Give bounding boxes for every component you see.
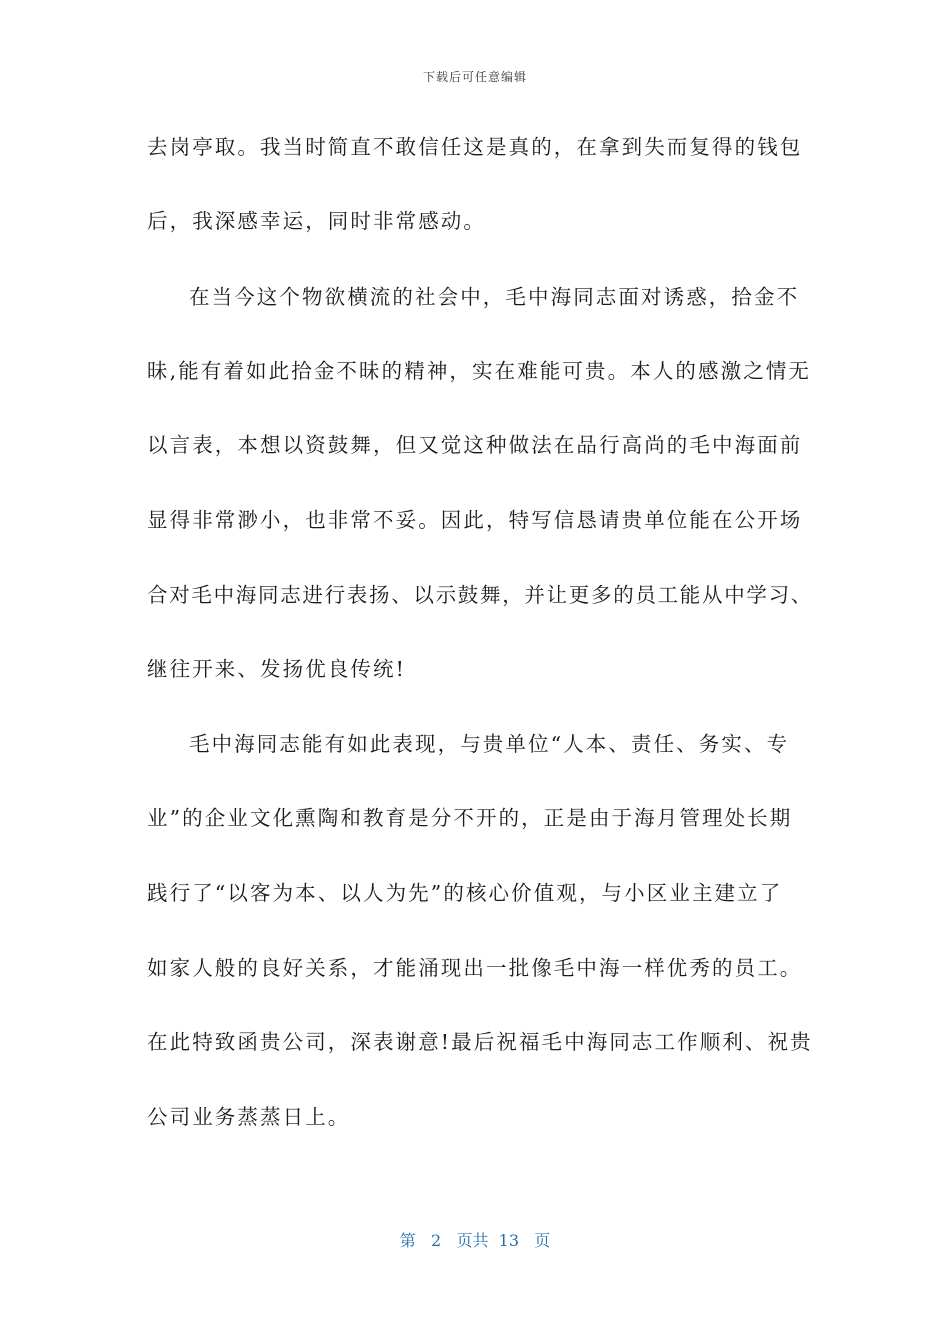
footer-page-number: 2 (431, 1231, 442, 1250)
text-line: 公司业务蒸蒸日上。 (147, 1105, 351, 1129)
text-line: 如家人般的良好关系，才能涌现出一批像毛中海一样优秀的员工。 (147, 956, 803, 980)
footer-suffix: 页 (534, 1231, 551, 1250)
page-footer (0, 1228, 950, 1251)
text-line: 继往开来、发扬优良传统! (147, 657, 406, 681)
text-line: 以言表，本想以资鼓舞，但又觉这种做法在品行高尚的毛中海面前 (147, 433, 803, 457)
text-line: 后，我深感幸运，同时非常感动。 (147, 209, 486, 233)
text-line: 昧,能有着如此拾金不昧的精神，实在难能可贵。本人的感激之情无 (147, 359, 812, 383)
text-line: 践行了“以客为本、以人为先”的核心价值观，与小区业主建立了 (147, 881, 783, 905)
text-line: 在当今这个物欲横流的社会中，毛中海同志面对诱惑，拾金不 (189, 285, 800, 309)
footer-prefix: 第 (399, 1231, 416, 1250)
text-line: 在此特致函贵公司，深表谢意!最后祝福毛中海同志工作顺利、祝贵 (147, 1030, 813, 1054)
text-line: 毛中海同志能有如此表现，与贵单位“人本、责任、务实、专 (189, 732, 790, 756)
page-header: 下载后可任意编辑 (422, 70, 527, 84)
text-line: 显得非常渺小，也非常不妥。因此，特写信恳请贵单位能在公开场 (147, 508, 803, 532)
text-line: 业”的企业文化熏陶和教育是分不开的，正是由于海月管理处长期 (147, 806, 793, 830)
footer-total-pages: 13 (498, 1231, 519, 1250)
text-line: 去岗亭取。我当时简直不敢信任这是真的，在拿到失而复得的钱包 (147, 135, 803, 159)
text-line: 合对毛中海同志进行表扬、以示鼓舞，并让更多的员工能从中学习、 (147, 583, 813, 607)
footer-middle: 页共 (456, 1231, 489, 1250)
